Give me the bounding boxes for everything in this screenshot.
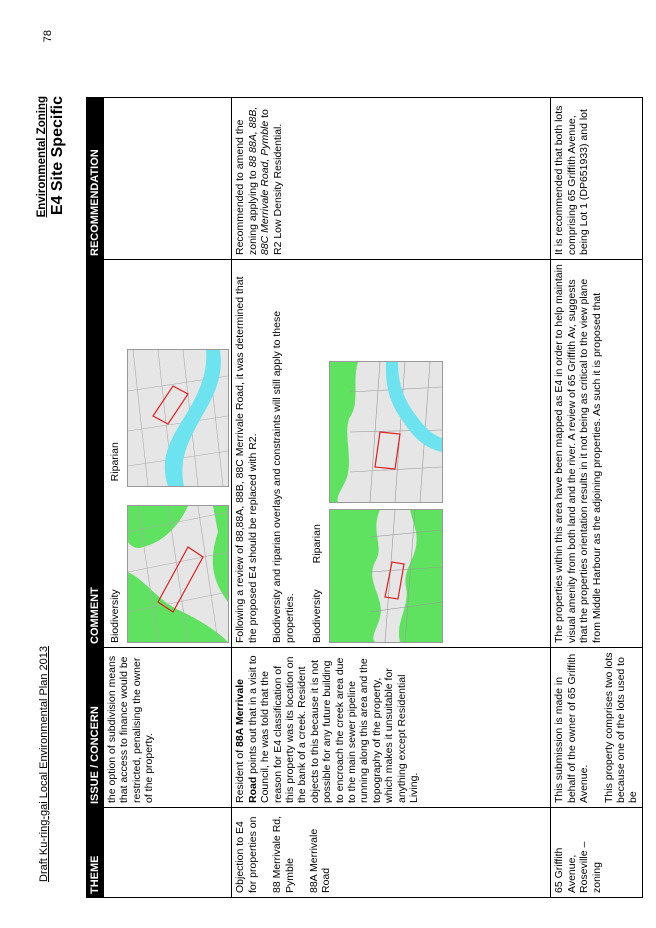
biodiversity-label: Biodiversity (109, 589, 121, 643)
document-title: Draft Ku-ring-gai Local Environmental Plan 2013 (38, 645, 50, 882)
comment-text: Biodiversity and riparian overlays and constraints will still apply to these properties. (271, 310, 296, 643)
table-header-row (87, 98, 104, 898)
issue-text: This property comprises two lots because one of the lots used to be (602, 652, 640, 803)
issue-text: Resident of 88A Merrivale Road points out that in a visit to Council, he was told that the reason for E4 classification of this property was its location on the bank of a creek. Resident objects to this because it is not possible for any future building to encroach the creek area due to the main sewer pipeline running along this area and the topography of the property, which makes it unsuitable for anything except Residential Living. (234, 655, 421, 803)
column-header-issue: ISSUE / CONCERN (87, 648, 104, 808)
section-title: Environmental Zoning (36, 96, 48, 218)
riparian-label: Riparian (311, 524, 324, 564)
table-row (232, 98, 551, 898)
biodiversity-label: Biodiversity (311, 589, 324, 643)
section-subtitle: E4 Site Specific (49, 96, 66, 216)
column-header-comment: COMMENT (87, 260, 104, 648)
submissions-table (86, 97, 643, 898)
riparian-label: Riparian (109, 442, 121, 482)
theme-cell: 65 Griffith Avenue, Roseville – zoning (551, 808, 642, 898)
issue-cell: the option of subdivision means that access to finance would be restricted, penalising the owner of the property. (104, 648, 232, 808)
comment-text: Following a review of 88,88A, 88B, 88C Merrivale Road, it was determined that the proposed E4 should be replaced with R2. (234, 276, 259, 643)
column-header-recommendation: RECOMMENDATION (87, 98, 104, 260)
riparian-map (329, 361, 443, 503)
theme-address: 88 Merrivale Rd, Pymble (271, 815, 296, 893)
column-header-theme: THEME (87, 808, 104, 898)
section-heading (36, 96, 67, 217)
riparian-map (127, 349, 229, 487)
table-row (104, 98, 232, 898)
recommendation-cell (232, 98, 551, 260)
biodiversity-map (127, 505, 229, 643)
biodiversity-map (329, 509, 443, 643)
recommendation-text: Recommended to amend the zoning applying to 88 88A, 88B, 88C Merrivale Road, Pymble to R2 Low Density Residential. (234, 106, 284, 255)
theme-cell (232, 808, 551, 898)
issue-cell (232, 648, 551, 808)
theme-cell (104, 808, 232, 898)
comment-cell: The properties within this area have been mapped as E4 in order to help maintain visual amenity from both land and the river. A review of 65 Griffith Av, suggests that the properties orientation results in it not being as critical to the view plane from Middle Harbour as the adjoining properties. As such it is proposed that (551, 260, 642, 648)
page-number: 78 (42, 30, 54, 43)
issue-cell (551, 648, 642, 808)
theme-text: Objection to E4 for properties on (234, 816, 259, 893)
issue-text: This submission is made in behalf of the owner of 65 Griffith Avenue. (553, 653, 591, 803)
recommendation-cell (104, 98, 232, 260)
comment-cell (232, 260, 551, 648)
table-row (551, 98, 642, 898)
comment-cell (104, 260, 232, 648)
recommendation-cell: It is recommended that both lots comprising 65 Griffith Avenue, being Lot 1 (DP651933) and lot (551, 98, 642, 260)
theme-address: 88A Merrivale Road (308, 828, 333, 893)
